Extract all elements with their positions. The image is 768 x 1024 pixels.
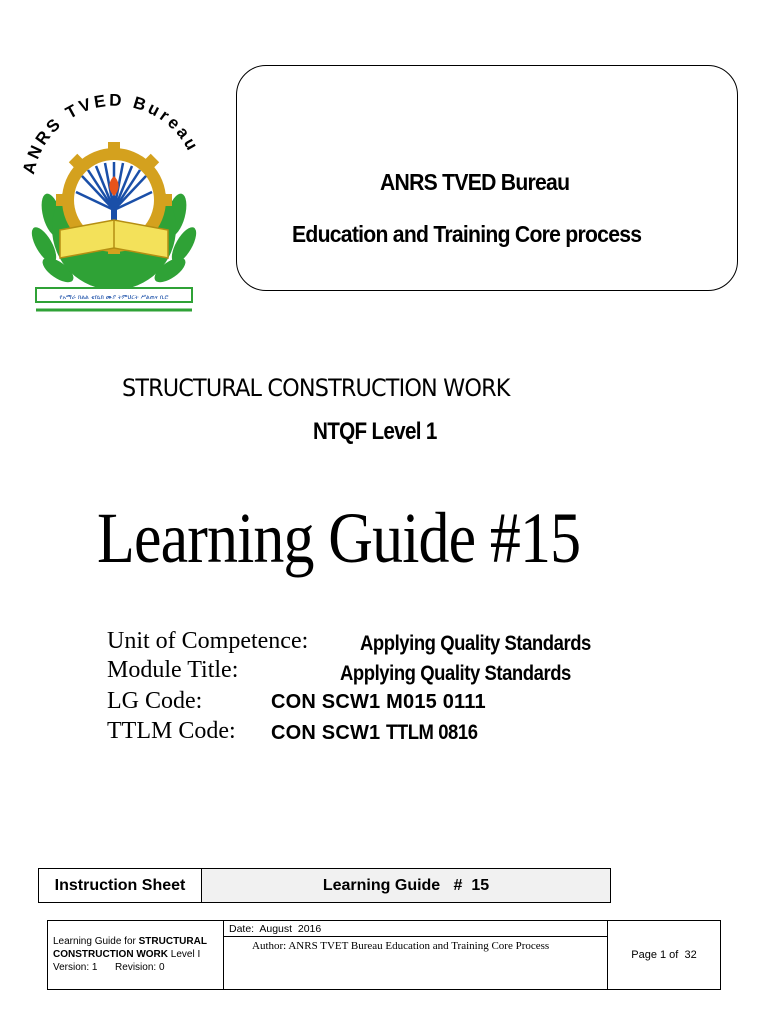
unit-label: Unit of Competence: xyxy=(107,628,309,654)
footer-guide-info xyxy=(48,921,224,989)
page-footer xyxy=(47,920,721,990)
ttlm-code-label: TTLM Code: xyxy=(107,718,236,744)
instruction-sheet-label: Instruction Sheet xyxy=(39,869,202,902)
header-box xyxy=(236,65,738,291)
ttlm-code-number: TTLM 0816 xyxy=(386,721,478,744)
footer-guide-title-1: STRUCTURAL xyxy=(138,936,207,947)
module-label: Module Title: xyxy=(107,657,239,683)
footer-page-number: Page 1 of 32 xyxy=(631,949,697,961)
learning-guide-number: Learning Guide # 15 xyxy=(202,869,610,902)
unit-value: Applying Quality Standards xyxy=(360,632,591,655)
footer-guide-title-2: CONSTRUCTION WORK xyxy=(53,949,171,960)
bureau-logo xyxy=(14,80,214,320)
logo-arc-text: ANRS TVED Bureau xyxy=(19,90,204,176)
logo-emblem-icon xyxy=(14,80,214,320)
ttlm-code-prefix: CON SCW1 xyxy=(271,722,387,744)
header-organization: ANRS TVED Bureau xyxy=(380,169,570,195)
module-value: Applying Quality Standards xyxy=(340,662,571,685)
footer-date-author xyxy=(224,921,608,989)
footer-version: Version: 1 xyxy=(53,962,98,973)
footer-date: Date: August 2016 xyxy=(224,921,607,937)
level-title: NTQF Level 1 xyxy=(313,418,437,445)
ttlm-code-value xyxy=(271,721,490,745)
lg-code-label: LG Code: xyxy=(107,688,203,714)
header-process: Education and Training Core process xyxy=(292,221,642,247)
footer-guide-prefix: Learning Guide for xyxy=(53,936,139,947)
footer-revision: Revision: 0 xyxy=(115,962,165,973)
footer-author: Author: ANRS TVET Bureau Education and Training Core Process xyxy=(252,940,550,952)
program-title: STRUCTURAL CONSTRUCTION WORK xyxy=(122,374,510,402)
logo-banner-text: የአማራ ክልል ቴክኒክ ሙያ ትምህርት ሥልጠና ቢሮ xyxy=(59,294,169,301)
guide-title: Learning Guide #15 xyxy=(97,498,581,578)
footer-guide-level: Level I xyxy=(170,949,201,960)
lg-code-value: CON SCW1 M015 0111 xyxy=(271,691,486,713)
instruction-bar xyxy=(38,868,611,903)
